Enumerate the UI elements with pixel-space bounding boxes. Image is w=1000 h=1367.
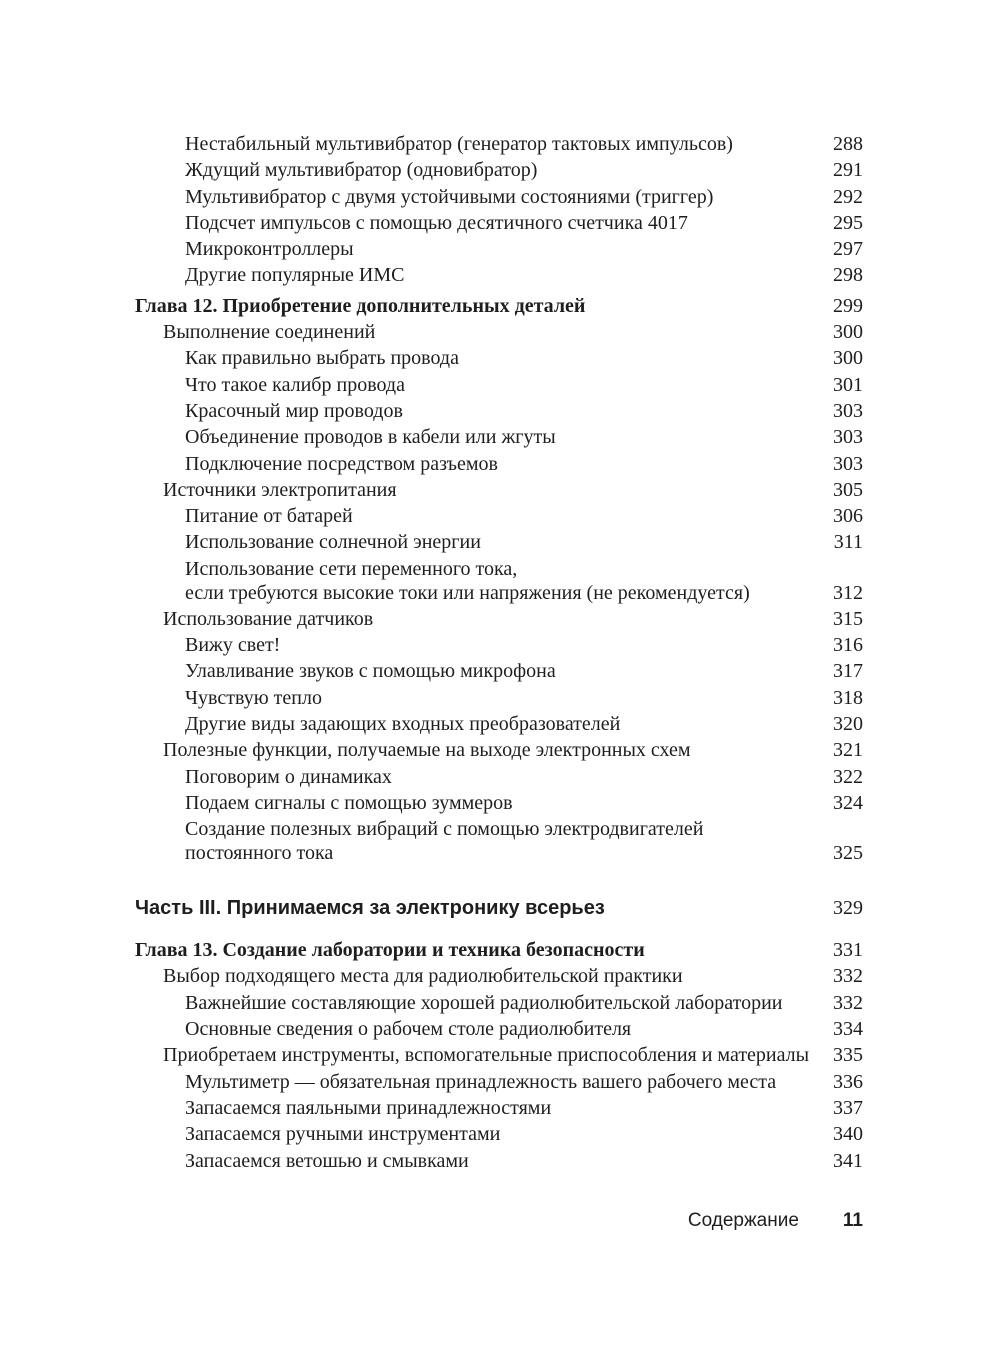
toc-entry bbox=[135, 1095, 863, 1121]
toc-entry-page: 303 bbox=[833, 426, 863, 449]
toc-entry-page: 288 bbox=[833, 133, 863, 155]
toc-entry-title: Вижу свет! bbox=[185, 634, 281, 657]
toc-entry-page: 329 bbox=[833, 897, 863, 920]
toc-entry bbox=[135, 764, 863, 790]
page-footer bbox=[0, 1210, 863, 1232]
toc-entry-title: Использование сети переменного тока, если требуются высокие токи или напряжения (не рекомендуется) bbox=[185, 557, 750, 604]
toc-entry-title: Запасаемся ручными инструментами bbox=[185, 1123, 501, 1146]
toc-entry-page: 341 bbox=[833, 1149, 863, 1172]
toc-entry bbox=[135, 398, 863, 424]
toc-entry-page: 337 bbox=[833, 1096, 863, 1119]
toc-entry bbox=[135, 632, 863, 658]
toc-entry bbox=[135, 1148, 863, 1174]
toc-entry-title: Создание полезных вибраций с помощью электродвигателей постоянного тока bbox=[185, 818, 704, 865]
toc-entry-page: 334 bbox=[833, 1018, 863, 1041]
toc-entry-page: 312 bbox=[833, 581, 863, 604]
toc-entry bbox=[135, 372, 863, 398]
toc-entry-page: 324 bbox=[833, 791, 863, 814]
toc-entry-page: 291 bbox=[833, 159, 863, 182]
toc-entry-title: Как правильно выбрать провода bbox=[185, 347, 459, 370]
toc-entry bbox=[135, 963, 863, 989]
toc-entry-page: 305 bbox=[833, 478, 863, 501]
toc-entry-title: Часть III. Принимаемся за электронику всерьез bbox=[135, 897, 605, 920]
toc-entry-title: Запасаемся ветошью и смывками bbox=[185, 1149, 469, 1172]
toc-entry-title: Мультивибратор с двумя устойчивыми состояниями (триггер) bbox=[185, 185, 714, 208]
toc-entry bbox=[135, 990, 863, 1016]
toc-entry-title: Глава 12. Приобретение дополнительных деталей bbox=[135, 294, 586, 317]
toc-entry-page: 332 bbox=[833, 965, 863, 988]
toc-entry bbox=[135, 236, 863, 262]
toc-entry-title: Поговорим о динамиках bbox=[185, 765, 392, 788]
toc-entry-title: Улавливание звуков с помощью микрофона bbox=[185, 660, 556, 683]
toc-entry bbox=[135, 503, 863, 529]
toc-entry-title: Другие популярные ИМС bbox=[185, 264, 405, 287]
toc-entry bbox=[135, 1016, 863, 1042]
toc-entry-page: 303 bbox=[833, 399, 863, 422]
toc-entry bbox=[135, 451, 863, 477]
running-header-title: Содержание bbox=[687, 1210, 799, 1231]
toc-entry bbox=[135, 184, 863, 210]
toc-entry bbox=[135, 262, 863, 288]
toc-entry-title: Выбор подходящего места для радиолюбительской практики bbox=[163, 965, 683, 988]
toc-entry-title: Приобретаем инструменты, вспомогательные приспособления и материалы bbox=[163, 1044, 810, 1067]
toc-entry bbox=[135, 477, 863, 503]
toc-entry-page: 298 bbox=[833, 264, 863, 287]
toc-entry bbox=[135, 816, 863, 866]
toc-entry-title: Подключение посредством разъемов bbox=[185, 452, 498, 475]
toc-entry bbox=[135, 606, 863, 632]
toc-entry bbox=[135, 685, 863, 711]
toc-entry-page: 295 bbox=[833, 211, 863, 234]
toc-entry-page: 292 bbox=[833, 185, 863, 208]
toc-entry bbox=[135, 345, 863, 371]
toc-entry-page: 322 bbox=[833, 765, 863, 788]
toc-entry-title: Запасаемся паяльными принадлежностями bbox=[185, 1096, 552, 1119]
toc-entry-page: 301 bbox=[833, 373, 863, 396]
toc-entry bbox=[135, 529, 863, 555]
toc-entry-page: 303 bbox=[833, 452, 863, 475]
toc-entry-page: 331 bbox=[833, 939, 863, 962]
toc-entry-title: Использование солнечной энергии bbox=[185, 531, 481, 554]
toc-entry-title: Нестабильный мультивибратор (генератор тактовых импульсов) bbox=[185, 133, 733, 155]
toc-entry-page: 320 bbox=[833, 712, 863, 735]
toc-entry-title: Подсчет импульсов с помощью десятичного счетчика 4017 bbox=[185, 211, 688, 234]
toc-entry bbox=[135, 424, 863, 450]
toc-chapter-entry bbox=[135, 293, 863, 319]
toc-entry bbox=[135, 658, 863, 684]
toc-entry bbox=[135, 319, 863, 345]
toc-entry-title: Другие виды задающих входных преобразователей bbox=[185, 712, 621, 735]
toc-entry-page: 325 bbox=[833, 842, 863, 865]
toc-chapter-entry bbox=[135, 937, 863, 963]
toc-entry bbox=[135, 157, 863, 183]
toc-entry bbox=[135, 711, 863, 737]
toc-entry bbox=[135, 131, 863, 157]
toc-entry-title: Использование датчиков bbox=[163, 607, 374, 630]
toc-entry-title: Питание от батарей bbox=[185, 505, 353, 528]
toc-entry-page: 297 bbox=[833, 238, 863, 261]
toc-entry-title: Объединение проводов в кабели или жгуты bbox=[185, 426, 556, 449]
toc-entry-title: Красочный мир проводов bbox=[185, 399, 403, 422]
page-number: 11 bbox=[842, 1210, 863, 1231]
toc-entry bbox=[135, 210, 863, 236]
toc-entry-title: Мультиметр — обязательная принадлежность вашего рабочего места bbox=[185, 1070, 777, 1093]
toc-entry-title: Глава 13. Создание лаборатории и техника безопасности bbox=[135, 939, 645, 962]
toc-entry-title: Выполнение соединений bbox=[163, 321, 376, 344]
toc-entry-page: 316 bbox=[833, 634, 863, 657]
toc-entry-title: Микроконтроллеры bbox=[185, 238, 354, 261]
toc-entry-page: 321 bbox=[833, 739, 863, 762]
toc-entry-page: 317 bbox=[833, 660, 863, 683]
toc-entry-title: Подаем сигналы с помощью зуммеров bbox=[185, 791, 513, 814]
toc-entry bbox=[135, 1121, 863, 1147]
toc-entry bbox=[135, 790, 863, 816]
toc-entry bbox=[135, 737, 863, 763]
toc-entry-page: 311 bbox=[833, 531, 863, 554]
table-of-contents bbox=[135, 131, 863, 1174]
toc-entry-title: Что такое калибр провода bbox=[185, 373, 405, 396]
toc-entry-title: Основные сведения о рабочем столе радиолюбителя bbox=[185, 1018, 632, 1041]
toc-entry-page: 336 bbox=[833, 1070, 863, 1093]
toc-entry-title: Чувствую тепло bbox=[185, 686, 322, 709]
toc-entry-page: 332 bbox=[833, 991, 863, 1014]
toc-entry bbox=[135, 556, 863, 606]
toc-entry-page: 299 bbox=[833, 294, 863, 317]
toc-entry-page: 318 bbox=[833, 686, 863, 709]
toc-entry-page: 306 bbox=[833, 505, 863, 528]
toc-entry bbox=[135, 1069, 863, 1095]
toc-entry-title: Ждущий мультивибратор (одновибратор) bbox=[185, 159, 538, 182]
toc-entry-title: Источники электропитания bbox=[163, 478, 397, 501]
toc-entry-page: 315 bbox=[833, 607, 863, 630]
toc-entry-page: 335 bbox=[833, 1044, 863, 1067]
toc-entry-page: 300 bbox=[833, 321, 863, 344]
toc-entry-title: Важнейшие составляющие хорошей радиолюбительской лаборатории bbox=[185, 991, 783, 1014]
toc-entry-title: Полезные функции, получаемые на выходе электронных схем bbox=[163, 739, 691, 762]
toc-entry-page: 300 bbox=[833, 347, 863, 370]
toc-entry bbox=[135, 1042, 863, 1068]
toc-part-entry bbox=[135, 893, 863, 923]
toc-entry-page: 340 bbox=[833, 1123, 863, 1146]
